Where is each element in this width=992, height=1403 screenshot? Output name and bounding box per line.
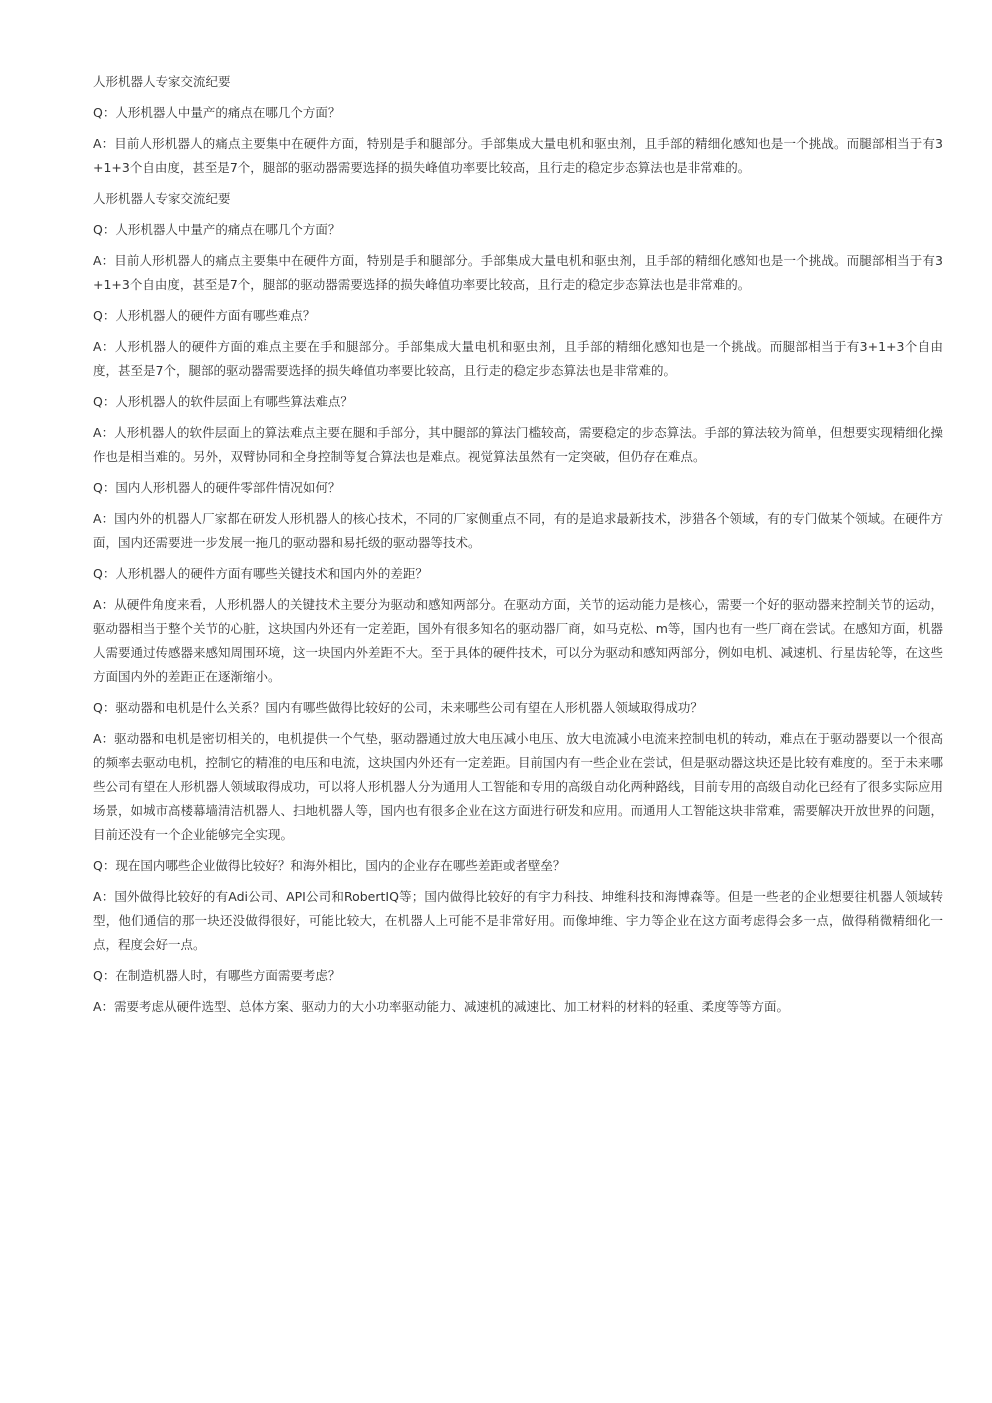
document-title-repeat: 人形机器人专家交流纪要 [93,191,231,206]
answer-paragraph: A：国外做得比较好的有Adi公司、API公司和RobertIQ等；国内做得比较好的有宇力科技、坤维科技和海博森等。但是一些老的企业想要往机器人领域转型，他们通信的那一块还没做得很好，可能比较大，在机器人上可能不是非常好用。而像坤维、宇力等企业在这方面考虑得会多一点，做得稍微精细化一点，程度会好一点。 [93,889,943,952]
question-paragraph: Q：人形机器人的硬件方面有哪些难点？ [93,308,316,323]
question-paragraph: Q：现在国内哪些企业做得比较好？和海外相比，国内的企业存在哪些差距或者壁垒？ [93,858,566,873]
question-paragraph: Q：人形机器人的软件层面上有哪些算法难点？ [93,394,353,409]
answer-paragraph: A：国内外的机器人厂家都在研发人形机器人的核心技术，不同的厂家侧重点不同，有的是追求最新技术，涉猎各个领域，有的专门做某个领域。在硬件方面，国内还需要进一步发展一拖几的驱动器和易托级的驱动器等技术。 [93,511,943,550]
answer-paragraph: A：驱动器和电机是密切相关的，电机提供一个气垫，驱动器通过放大电压减小电压、放大电流减小电流来控制电机的转动，难点在于驱动器要以一个很高的频率去驱动电机，控制它的精准的电压和电流，这块国内外还有一定差距。目前国内有一些企业在尝试，但是驱动器这块还是比较有难度的。至于未来哪些公司有望在人形机器人领域取得成功，可以将人形机器人分为通用人工智能和专用的高级自动化两种路线，目前专用的高级自动化已经有了很多实际应用场景，如城市高楼幕墙清洁机器人、扫地机器人等，国内也有很多企业在这方面进行研发和应用。而通用人工智能这块非常难，需要解决开放世界的问题，目前还没有一个企业能够完全实现。 [93,731,944,842]
answer-paragraph: A：需要考虑从硬件选型、总体方案、驱动力的大小功率驱动能力、减速机的减速比、加工材料的材料的轻重、柔度等等方面。 [93,999,790,1014]
question-paragraph: Q：人形机器人中量产的痛点在哪几个方面？ [93,222,341,237]
answer-paragraph: A：目前人形机器人的痛点主要集中在硬件方面，特别是手和腿部分。手部集成大量电机和驱虫剂，且手部的精细化感知也是一个挑战。而腿部相当于有3+1+3个自由度，甚至是7个，腿部的驱动器需要选择的损失峰值功率要比较高，且行走的稳定步态算法也是非常难的。 [93,253,943,292]
question-paragraph: Q：国内人形机器人的硬件零部件情况如何？ [93,480,341,495]
question-paragraph: Q：人形机器人中量产的痛点在哪几个方面？ [93,105,341,120]
answer-paragraph: A：人形机器人的硬件方面的难点主要在手和腿部分。手部集成大量电机和驱虫剂，且手部的精细化感知也是一个挑战。而腿部相当于有3+1+3个自由度，甚至是7个，腿部的驱动器需要选择的损失峰值功率要比较高，且行走的稳定步态算法也是非常难的。 [93,339,943,378]
question-paragraph: Q：人形机器人的硬件方面有哪些关键技术和国内外的差距？ [93,566,428,581]
document-title: 人形机器人专家交流纪要 [93,74,231,89]
question-paragraph: Q：驱动器和电机是什么关系？国内有哪些做得比较好的公司，未来哪些公司有望在人形机器人领域取得成功？ [93,700,703,715]
answer-paragraph: A：目前人形机器人的痛点主要集中在硬件方面，特别是手和腿部分。手部集成大量电机和驱虫剂，且手部的精细化感知也是一个挑战。而腿部相当于有3+1+3个自由度，甚至是7个，腿部的驱动器需要选择的损失峰值功率要比较高，且行走的稳定步态算法也是非常难的。 [93,136,943,175]
document-body [93,70,943,1026]
answer-paragraph: A：从硬件角度来看，人形机器人的关键技术主要分为驱动和感知两部分。在驱动方面，关节的运动能力是核心，需要一个好的驱动器来控制关节的运动，驱动器相当于整个关节的心脏，这块国内外还有一定差距，国外有很多知名的驱动器厂商，如马克松、m等，国内也有一些厂商在尝试。在感知方面，机器人需要通过传感器来感知周围环境，这一块国内外差距不大。至于具体的硬件技术，可以分为驱动和感知两部分，例如电机、减速机、行星齿轮等，在这些方面国内外的差距正在逐渐缩小。 [93,597,944,684]
question-paragraph: Q：在制造机器人时，有哪些方面需要考虑？ [93,968,341,983]
answer-paragraph: A：人形机器人的软件层面上的算法难点主要在腿和手部分，其中腿部的算法门槛较高，需要稳定的步态算法。手部的算法较为简单，但想要实现精细化操作也是相当难的。另外，双臂协同和全身控制等复合算法也是难点。视觉算法虽然有一定突破，但仍存在难点。 [93,425,943,464]
